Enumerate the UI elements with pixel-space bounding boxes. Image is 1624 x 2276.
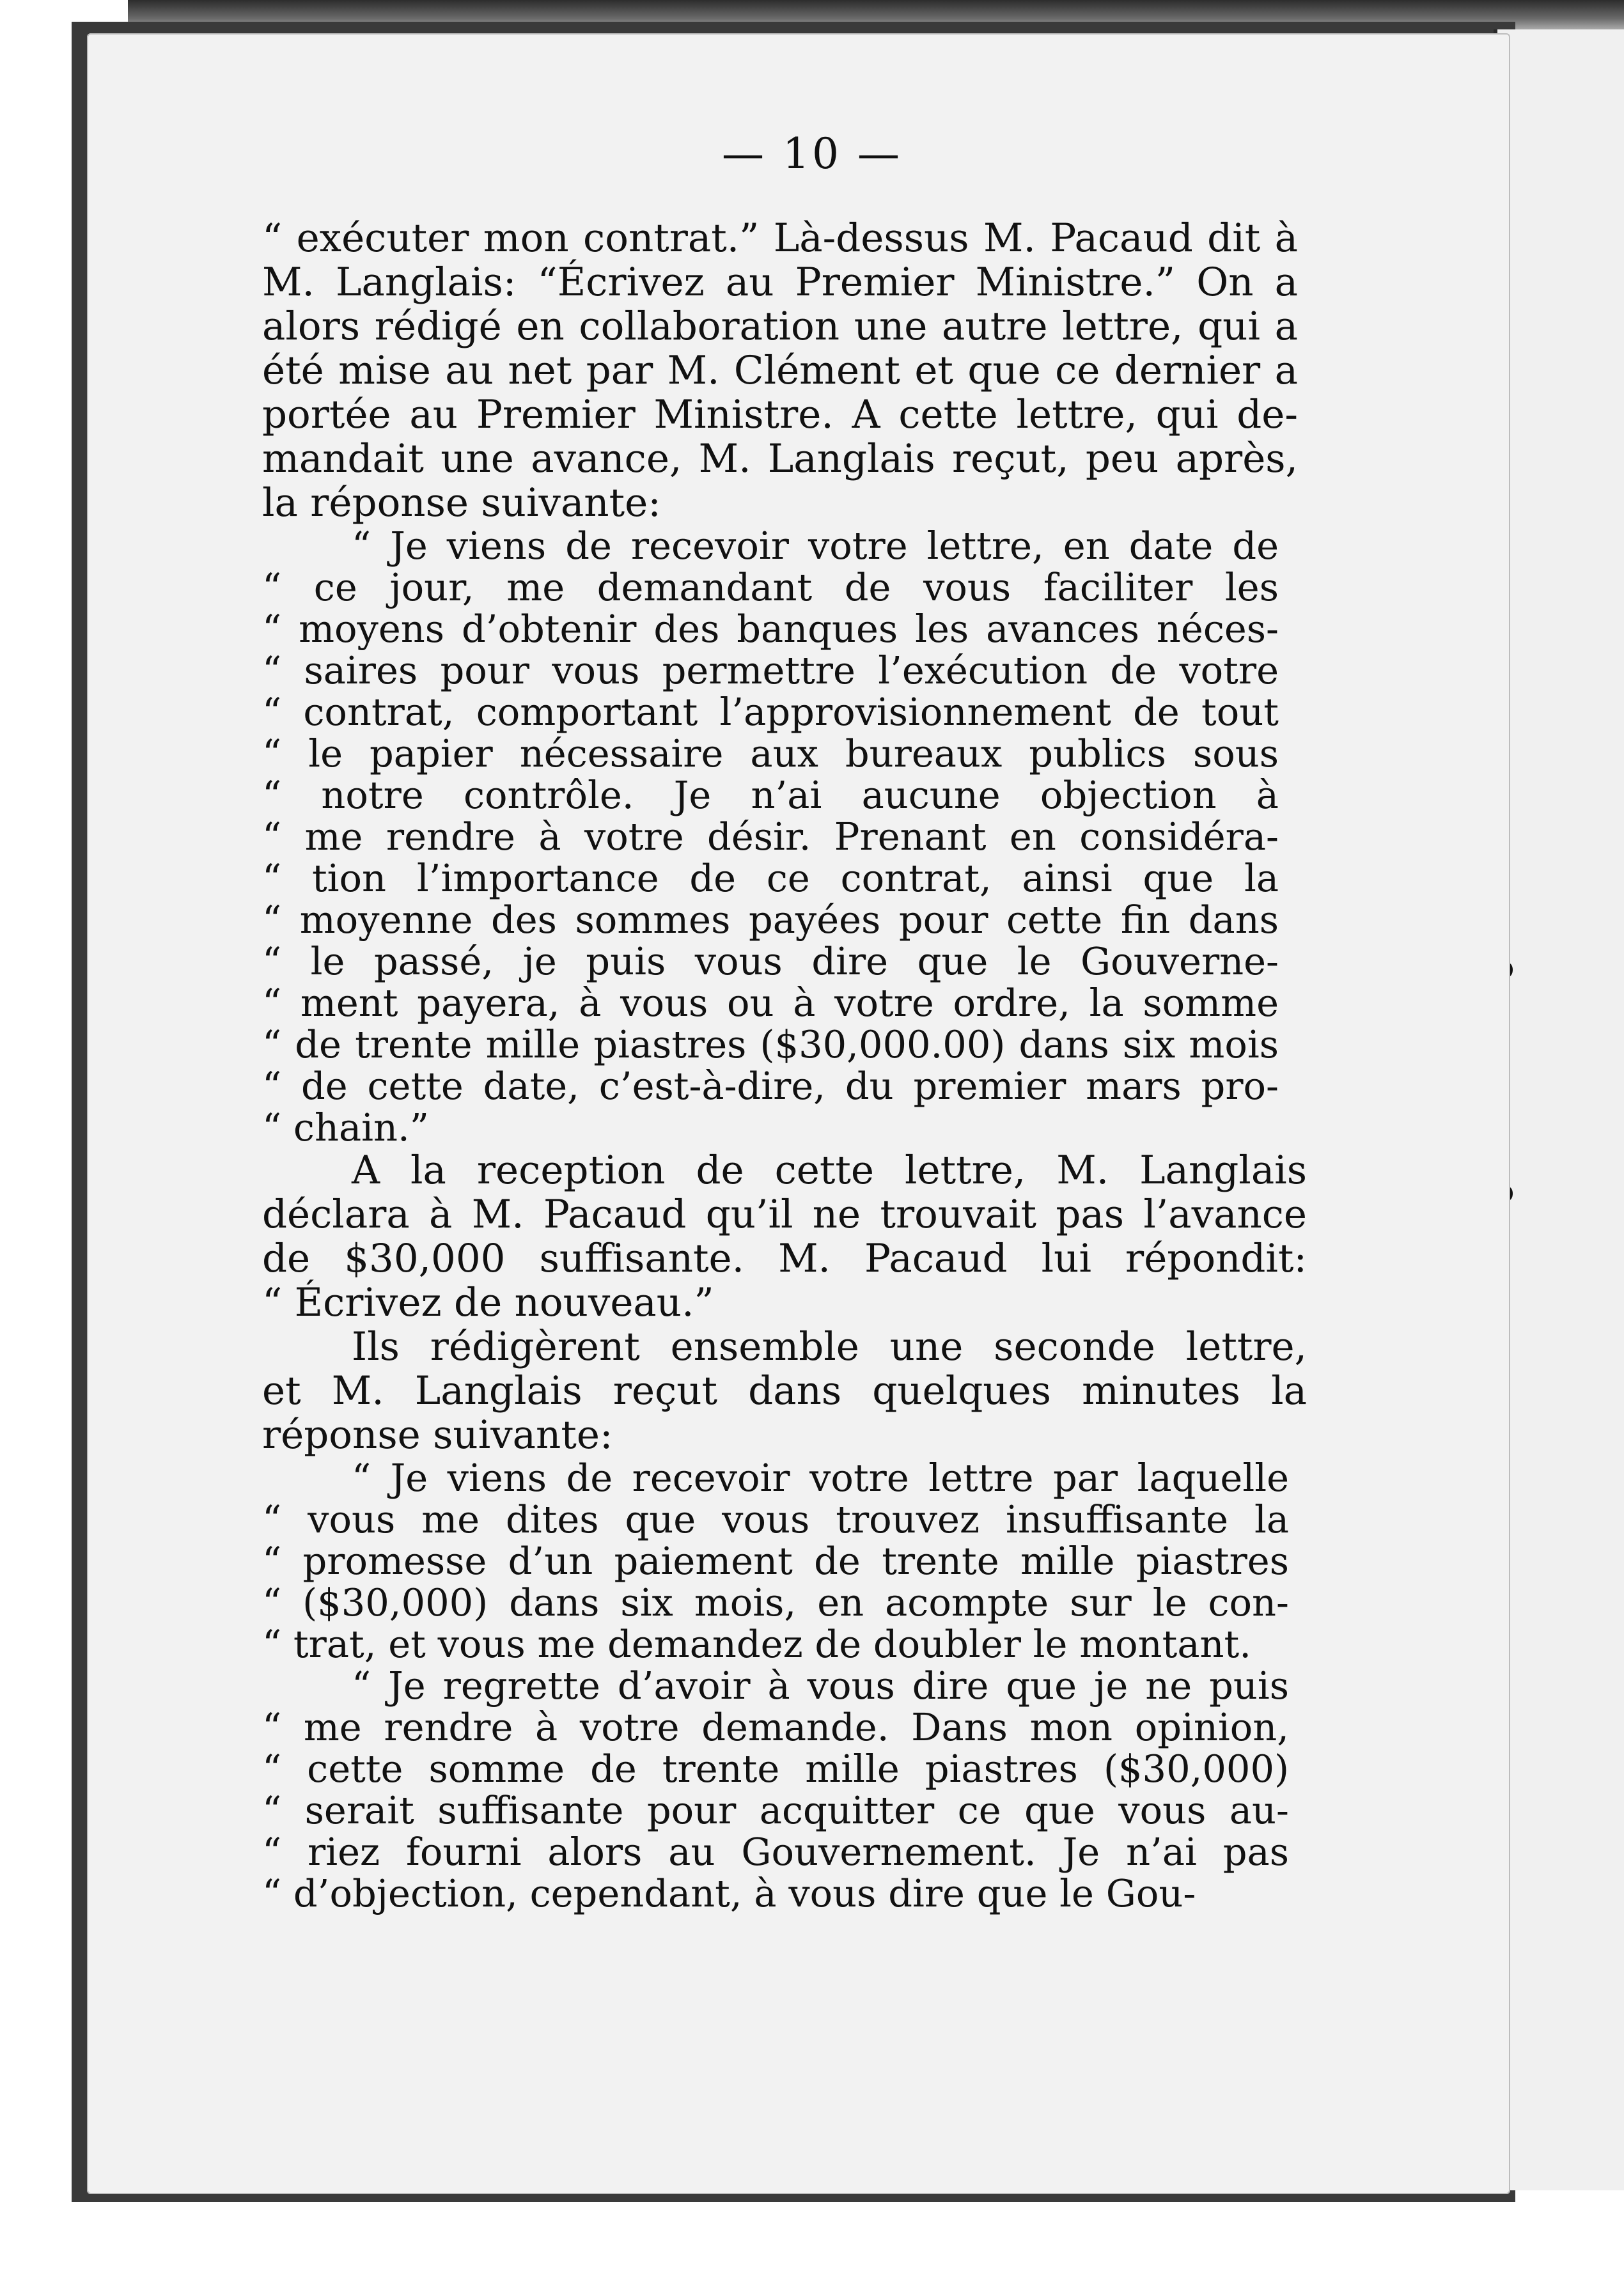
text-line: la réponse suivante: xyxy=(262,480,661,526)
text-line: “ riez fourni alors au Gouvernement. Je n’ai pas xyxy=(262,1830,1289,1874)
text-line: “ de cette date, c’est-à-dire, du premier mars pro- xyxy=(262,1064,1279,1108)
text-line: mandait une avance, M. Langlais reçut, peu après, xyxy=(262,436,1298,481)
text-line: “ notre contrôle. Je n’ai aucune objection à xyxy=(262,773,1279,817)
text-line: “ ment payera, à vous ou à votre ordre, la somme xyxy=(262,981,1279,1025)
text-line: “ Je regrette d’avoir à vous dire que je ne puis xyxy=(352,1664,1289,1708)
text-line: “ serait suffisante pour acquitter ce que vous au- xyxy=(262,1788,1289,1832)
text-line: et M. Langlais reçut dans quelques minutes la xyxy=(262,1368,1307,1414)
paragraph xyxy=(262,216,1298,525)
text-line: “ le papier nécessaire aux bureaux publics sous xyxy=(262,731,1279,776)
text-line: “ moyens d’obtenir des banques les avances néces- xyxy=(262,607,1279,651)
text-line: M. Langlais: “Écrivez au Premier Ministre.” On a xyxy=(262,260,1298,305)
text-line: “ le passé, je puis vous dire que le Gouverne- xyxy=(262,939,1279,983)
text-line: “ me rendre à votre demande. Dans mon opinion, xyxy=(262,1705,1289,1749)
text-line: Ils rédigèrent ensemble une seconde lettre, xyxy=(352,1324,1307,1369)
text-line: “ Je viens de recevoir votre lettre, en date de xyxy=(352,524,1279,568)
text-line: “ chain.” xyxy=(262,1105,429,1150)
text-line: A la reception de cette lettre, M. Langlais xyxy=(352,1148,1307,1193)
text-line: “ ($30,000) dans six mois, en acompte sur le con- xyxy=(262,1580,1289,1625)
paragraph xyxy=(262,1325,1307,1457)
text-line: “ Je viens de recevoir votre lettre par laquelle xyxy=(352,1456,1289,1500)
paragraph xyxy=(262,1148,1307,1325)
text-line: alors rédigé en collaboration une autre lettre, qui a xyxy=(262,304,1298,349)
text-line: de $30,000 suffisante. M. Pacaud lui répondit: xyxy=(262,1236,1307,1281)
quoted-letter xyxy=(262,1457,1289,1665)
quoted-letter xyxy=(262,525,1279,1148)
text-line: “ exécuter mon contrat.” Là-dessus M. Pacaud dit à xyxy=(262,215,1298,261)
text-line: “ promesse d’un paiement de trente mille piastres xyxy=(262,1539,1289,1583)
text-line: “ saires pour vous permettre l’exécution de votre xyxy=(262,648,1279,692)
body-text xyxy=(262,215,1307,1915)
quoted-letter xyxy=(262,1665,1289,1914)
text-line: déclara à M. Pacaud qu’il ne trouvait pas l’avance xyxy=(262,1192,1307,1237)
adjacent-page-edge xyxy=(1494,29,1624,2190)
text-line: portée au Premier Ministre. A cette lettre, qui de- xyxy=(262,392,1298,437)
page-number: — 10 — xyxy=(722,129,902,178)
text-line: “ d’objection, cependant, à vous dire que le Gou- xyxy=(262,1871,1196,1915)
text-line: “ de trente mille piastres ($30,000.00) dans six mois xyxy=(262,1022,1279,1066)
text-line: “ Écrivez de nouveau.” xyxy=(262,1280,714,1325)
text-line: “ cette somme de trente mille piastres ($30,000) xyxy=(262,1747,1289,1791)
text-line: “ ce jour, me demandant de vous faciliter les xyxy=(262,565,1279,609)
text-line: “ trat, et vous me demandez de doubler le montant. xyxy=(262,1622,1252,1666)
text-line: “ tion l’importance de ce contrat, ainsi que la xyxy=(262,856,1279,900)
text-line: réponse suivante: xyxy=(262,1412,613,1458)
text-line: été mise au net par M. Clément et que ce dernier a xyxy=(262,348,1298,393)
text-line: “ contrat, comportant l’approvisionnement de tout xyxy=(262,690,1279,734)
text-line: “ moyenne des sommes payées pour cette fin dans xyxy=(262,898,1279,942)
text-line: “ me rendre à votre désir. Prenant en considéra- xyxy=(262,815,1279,859)
text-line: “ vous me dites que vous trouvez insuffisante la xyxy=(262,1497,1289,1541)
